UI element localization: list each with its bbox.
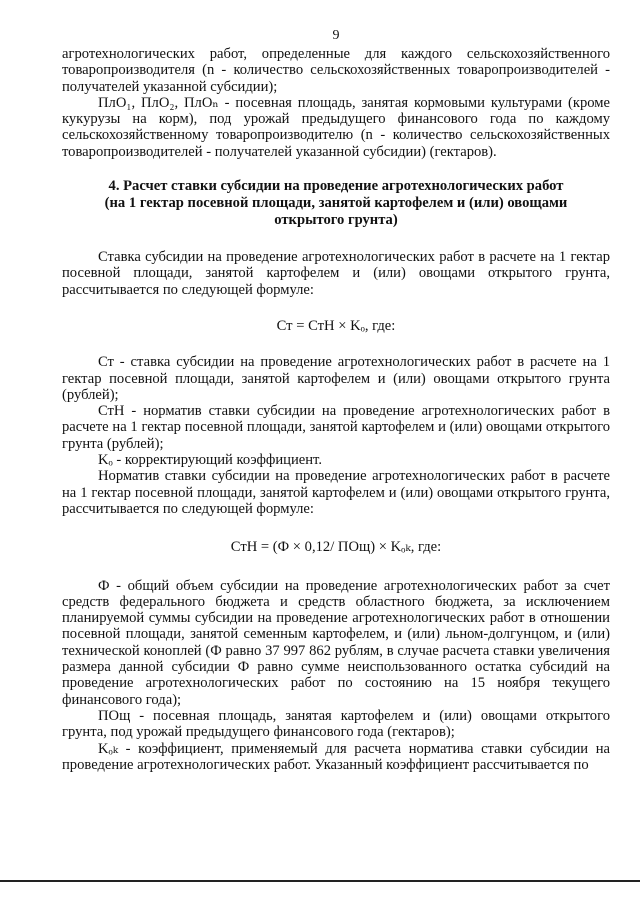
section-heading-line: 4. Расчет ставки субсидии на проведение агротехнологических работ [108,178,564,195]
paragraph-kok-definition: Kₒₖ - коэффициент, применяемый для расчета норматива ставки субсидии на проведение агротехнологических работ. Указанный коэффициент рассчитывается по [62,740,610,773]
paragraph-ko-definition: Kₒ - корректирующий коэффициент. [98,452,322,469]
paragraph-plo-definition: ПлО₁, ПлО₂, ПлОₙ - посевная площадь, занятая кормовыми культурами (кроме кукурузы на корм), под урожай предыдущего финансового года по каждому сельскохозяйственному товаропроизводителю (n - количество сельскохозяйственных товаропроизводителей - получателей указанной субсидии) (гектаров). [62,94,610,160]
bottom-divider [0,880,640,882]
formula-rate: Ст = СтН × Kₒ, где: [276,317,396,334]
paragraph-posch-definition: ПОщ - посевная площадь, занятая картофелем и (или) овощами открытого грунта, под урожай предыдущего финансового года (гектаров); [62,707,610,741]
paragraph-f-definition: Ф - общий объем субсидии на проведение агротехнологических работ за счет средств федерального бюджета и средств областного бюджета, за исключением планируемой суммы субсидии на проведение агротехнологических работ в отношении посевной площади, занятой семенным картофелем, и (или) льном-долгунцом, и (или) технической коноплей (Ф равно 37 997 862 рублям, в случае расчета ставки увеличения размера данной субсидии Ф равно сумме неиспользованного остатка субсидий на проведение агротехнологических работ по состоянию на 15 ноября текущего финансового года); [62,577,610,708]
section-heading-line: (на 1 гектар посевной площади, занятой картофелем и (или) овощами [104,195,568,212]
paragraph-stn-definition: СтН - норматив ставки субсидии на проведение агротехнологических работ в расчете на 1 гектар посевной площади, занятой картофелем и (или) овощами открытого грунта (рублей); [62,403,610,452]
section-heading [62,178,610,229]
paragraph-rate-intro: Ставка субсидии на проведение агротехнологических работ в расчете на 1 гектар посевной площади, занятой картофелем и (или) овощами открытого грунта, рассчитывается по следующей формуле: [62,249,610,298]
paragraph-st-definition: Ст - ставка субсидии на проведение агротехнологических работ в расчете на 1 гектар посевной площади, занятой картофелем и (или) овощами открытого грунта (рублей); [62,354,610,403]
page-number: 9 [332,28,340,43]
formula-norm: СтН = (Ф × 0,12/ ПОщ) × Kₒₖ, где: [230,539,442,556]
paragraph-continuation: агротехнологических работ, определенные для каждого сельскохозяйственного товаропроизводителя (n - количество сельскохозяйственных товаропроизводителей - получателей указанной субсидии); [62,46,610,95]
paragraph-norm-intro: Норматив ставки субсидии на проведение агротехнологических работ в расчете на 1 гектар посевной площади, занятой картофелем и (или) овощами открытого грунта, рассчитывается по следующей формуле: [62,468,610,517]
section-heading-line: открытого грунта) [274,212,398,229]
document-body [62,46,610,773]
